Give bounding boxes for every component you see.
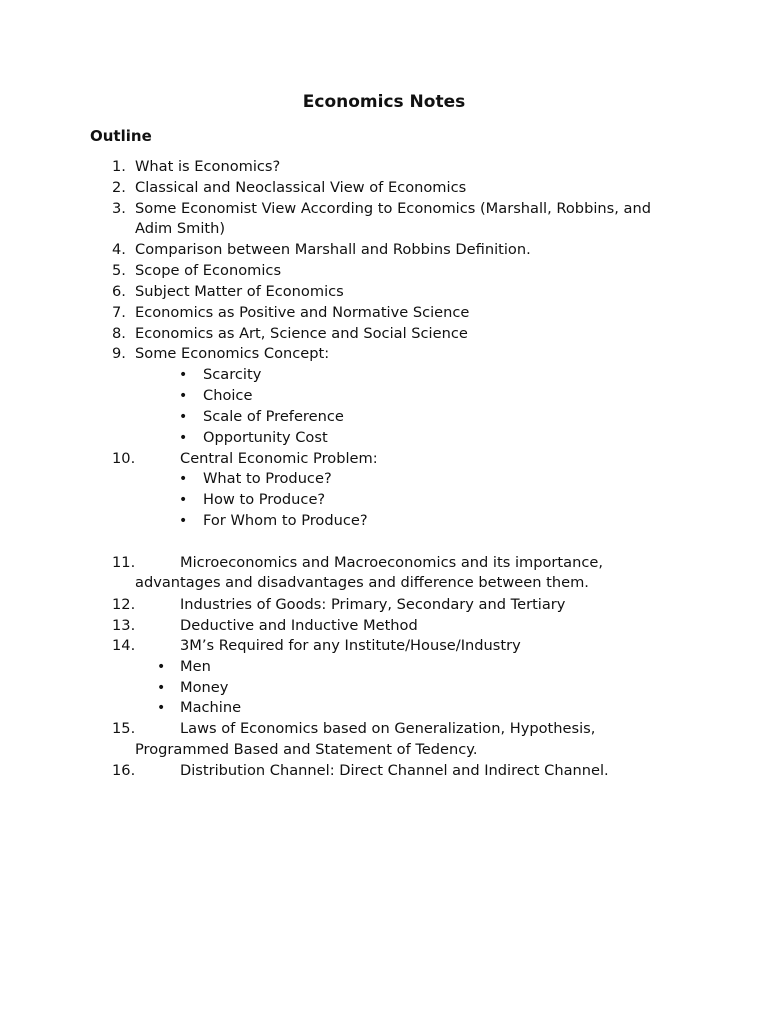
bullet-icon: • xyxy=(179,388,188,404)
list-item: Scope of Economics xyxy=(135,262,282,279)
item-number: 13. xyxy=(112,617,136,634)
bullet-icon: • xyxy=(157,700,166,716)
list-item: Central Economic Problem: xyxy=(180,450,378,467)
item-number: 11. xyxy=(112,554,136,571)
list-item-continuation: advantages and disadvantages and difference between them. xyxy=(135,574,589,591)
bullet-icon: • xyxy=(157,680,166,696)
list-item: What is Economics? xyxy=(135,158,281,175)
bullet-icon: • xyxy=(179,430,188,446)
item-number: 3. xyxy=(112,200,126,217)
sub-list-item: For Whom to Produce? xyxy=(203,512,368,529)
sub-list-item: How to Produce? xyxy=(203,491,326,508)
bullet-icon: • xyxy=(179,471,188,487)
bullet-icon: • xyxy=(179,367,188,383)
item-number: 9. xyxy=(112,345,126,362)
sub-list-item: Opportunity Cost xyxy=(203,429,328,446)
sub-list-item: Choice xyxy=(203,387,253,404)
outline-heading: Outline xyxy=(90,127,152,145)
list-item-continuation: Programmed Based and Statement of Tedency. xyxy=(135,741,478,758)
item-number: 2. xyxy=(112,179,126,196)
bullet-icon: • xyxy=(157,659,166,675)
item-number: 6. xyxy=(112,283,126,300)
bullet-icon: • xyxy=(179,409,188,425)
item-number: 1. xyxy=(112,158,126,175)
sub-list-item: Men xyxy=(180,658,211,675)
list-item: Classical and Neoclassical View of Economics xyxy=(135,179,467,196)
bullet-icon: • xyxy=(179,492,188,508)
item-number: 14. xyxy=(112,637,136,654)
list-item: Distribution Channel: Direct Channel and Indirect Channel. xyxy=(180,762,609,779)
item-number: 7. xyxy=(112,304,126,321)
item-number: 16. xyxy=(112,762,136,779)
item-number: 12. xyxy=(112,596,136,613)
sub-list-item: What to Produce? xyxy=(203,470,332,487)
list-item: Microeconomics and Macroeconomics and its importance, xyxy=(180,554,603,571)
list-item-continuation: Adim Smith) xyxy=(135,220,226,237)
list-item: Laws of Economics based on Generalization, Hypothesis, xyxy=(180,720,596,737)
item-number: 5. xyxy=(112,262,126,279)
list-item: Industries of Goods: Primary, Secondary and Tertiary xyxy=(180,596,566,613)
list-item: Subject Matter of Economics xyxy=(135,283,344,300)
list-item: Economics as Positive and Normative Science xyxy=(135,304,470,321)
sub-list-item: Scale of Preference xyxy=(203,408,344,425)
item-number: 10. xyxy=(112,450,136,467)
item-number: 4. xyxy=(112,241,126,258)
list-item: 3M’s Required for any Institute/House/Industry xyxy=(180,637,521,654)
list-item: Some Economics Concept: xyxy=(135,345,330,362)
sub-list-item: Money xyxy=(180,679,229,696)
sub-list-item: Scarcity xyxy=(203,366,262,383)
item-number: 8. xyxy=(112,325,126,342)
list-item: Deductive and Inductive Method xyxy=(180,617,418,634)
list-item: Economics as Art, Science and Social Science xyxy=(135,325,468,342)
list-item: Some Economist View According to Economics (Marshall, Robbins, and xyxy=(135,200,651,217)
page-title: Economics Notes xyxy=(302,92,466,112)
bullet-icon: • xyxy=(179,513,188,529)
list-item: Comparison between Marshall and Robbins Definition. xyxy=(135,241,531,258)
item-number: 15. xyxy=(112,720,136,737)
sub-list-item: Machine xyxy=(180,699,242,716)
